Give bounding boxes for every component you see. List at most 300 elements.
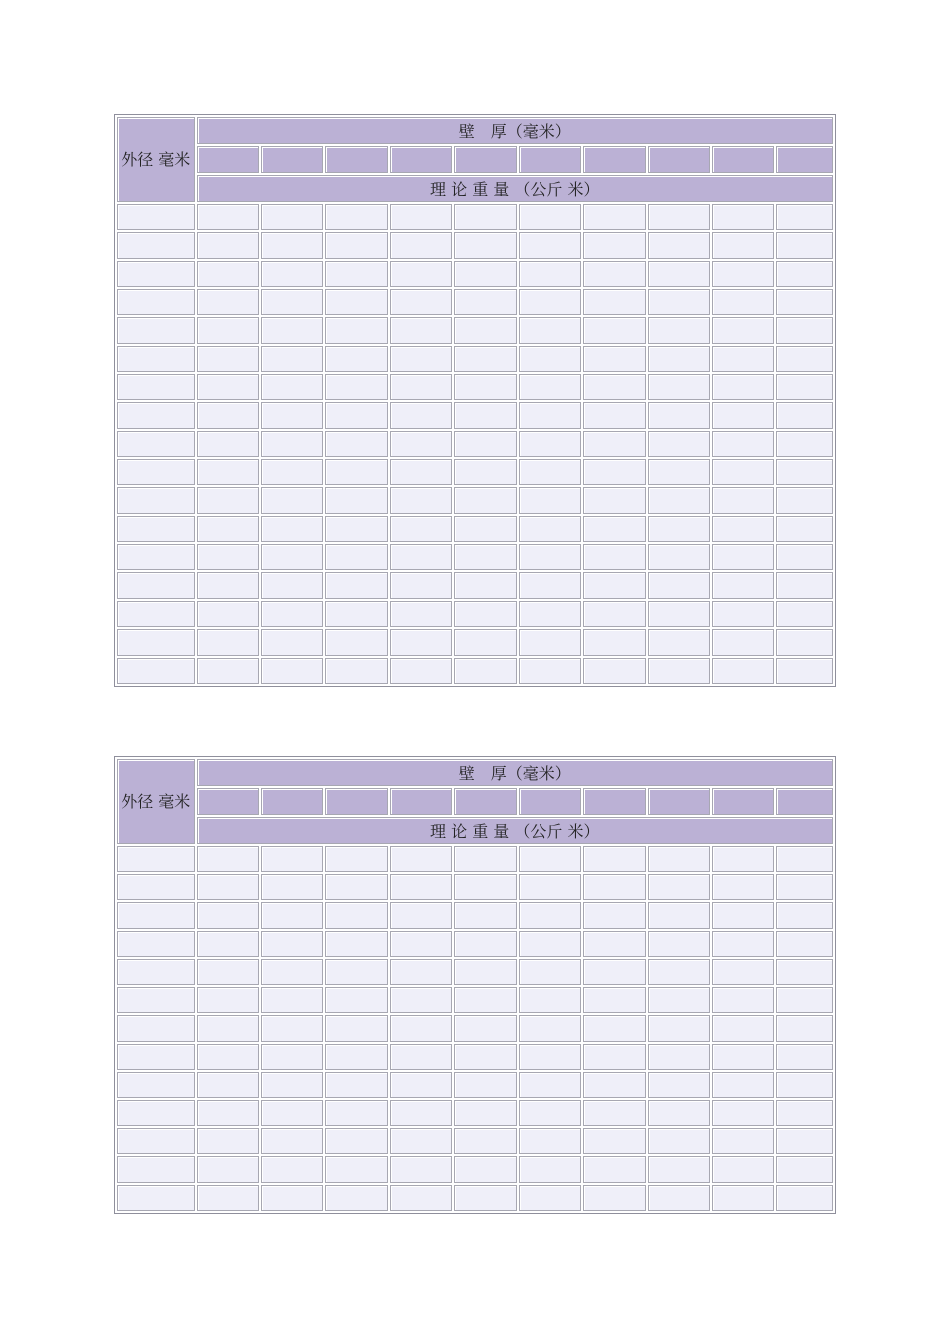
weight-cell — [712, 402, 774, 428]
weight-cell — [519, 204, 581, 230]
weight-cell — [648, 987, 710, 1013]
weight-cell — [390, 1185, 452, 1211]
outer-diameter-cell — [117, 931, 195, 957]
weight-cell — [390, 261, 452, 287]
weight-cell — [776, 487, 833, 513]
weight-cell — [583, 1185, 645, 1211]
weight-cell — [776, 374, 833, 400]
weight-cell — [197, 658, 259, 685]
weight-cell — [648, 931, 710, 957]
weight-cell — [197, 959, 259, 985]
weight-cell — [776, 544, 833, 570]
weight-cell — [776, 459, 833, 485]
weight-cell — [583, 987, 645, 1013]
weight-cell — [776, 629, 833, 655]
weight-cell — [390, 1072, 452, 1098]
weight-cell — [261, 346, 323, 372]
weight-cell — [519, 346, 581, 372]
weight-cell — [197, 544, 259, 570]
weight-cell — [519, 544, 581, 570]
weight-cell — [454, 987, 516, 1013]
weight-cell — [519, 1100, 581, 1126]
weight-cell — [325, 516, 387, 542]
weight-cell — [776, 261, 833, 287]
table-row — [117, 289, 833, 315]
weight-cell — [712, 459, 774, 485]
weight-cell — [261, 459, 323, 485]
weight-cell — [776, 902, 833, 928]
weight-cell — [325, 544, 387, 570]
wall-thickness-value-cell — [261, 146, 323, 173]
weight-cell — [712, 846, 774, 872]
weight-cell — [325, 931, 387, 957]
wall-thickness-value-cell — [648, 788, 710, 815]
weight-cell — [325, 487, 387, 513]
weight-cell — [454, 1015, 516, 1041]
wall-thickness-value-cell — [325, 788, 387, 815]
weight-cell — [519, 987, 581, 1013]
weight-cell — [519, 1015, 581, 1041]
weight-cell — [712, 516, 774, 542]
weight-cell — [583, 374, 645, 400]
weight-cell — [648, 544, 710, 570]
table-row — [117, 1044, 833, 1070]
weight-cell — [648, 601, 710, 627]
weight-cell — [454, 1185, 516, 1211]
weight-cell — [583, 544, 645, 570]
weight-cell — [648, 516, 710, 542]
weight-cell — [325, 902, 387, 928]
weight-cell — [325, 317, 387, 343]
weight-cell — [325, 402, 387, 428]
weight-cell — [776, 516, 833, 542]
weight-cell — [776, 1072, 833, 1098]
weight-cell — [325, 959, 387, 985]
weight-cell — [390, 1044, 452, 1070]
weight-cell — [583, 261, 645, 287]
table-row — [117, 601, 833, 627]
weight-cell — [197, 931, 259, 957]
weight-cell — [325, 658, 387, 685]
wall-thickness-value-cell — [519, 146, 581, 173]
weight-cell — [325, 629, 387, 655]
outer-diameter-cell — [117, 1156, 195, 1182]
weight-cell — [197, 317, 259, 343]
weight-cell — [197, 346, 259, 372]
weight-cell — [776, 317, 833, 343]
weight-cell — [583, 204, 645, 230]
weight-cell — [261, 1044, 323, 1070]
outer-diameter-cell — [117, 374, 195, 400]
weight-cell — [776, 1128, 833, 1154]
table-row — [117, 204, 833, 230]
weight-cell — [454, 629, 516, 655]
weight-cell — [583, 402, 645, 428]
weight-cell — [519, 572, 581, 598]
weight-cell — [648, 1156, 710, 1182]
weight-cell — [261, 658, 323, 685]
table-row — [117, 846, 833, 872]
weight-cell — [454, 601, 516, 627]
table-row — [117, 544, 833, 570]
weight-cell — [712, 431, 774, 457]
weight-cell — [712, 1185, 774, 1211]
weight-cell — [325, 601, 387, 627]
weight-cell — [261, 261, 323, 287]
outer-diameter-cell — [117, 232, 195, 258]
weight-cell — [712, 572, 774, 598]
outer-diameter-cell — [117, 459, 195, 485]
weight-cell — [776, 289, 833, 315]
weight-cell — [648, 902, 710, 928]
table-row — [117, 1128, 833, 1154]
weight-cell — [776, 1100, 833, 1126]
weight-cell — [648, 232, 710, 258]
wall-thickness-value-cell — [325, 146, 387, 173]
weight-cell — [197, 232, 259, 258]
outer-diameter-cell — [117, 959, 195, 985]
weight-cell — [519, 1128, 581, 1154]
weight-cell — [776, 874, 833, 900]
outer-diameter-cell — [117, 572, 195, 598]
weight-cell — [197, 1185, 259, 1211]
weight-cell — [776, 601, 833, 627]
wall-thickness-value-cell — [712, 146, 774, 173]
weight-cell — [325, 232, 387, 258]
weight-cell — [261, 487, 323, 513]
weight-cell — [261, 317, 323, 343]
weight-cell — [390, 431, 452, 457]
weight-cell — [261, 1015, 323, 1041]
weight-cell — [325, 459, 387, 485]
weight-cell — [197, 374, 259, 400]
outer-diameter-header: 外径 毫米 — [117, 117, 195, 202]
weight-cell — [648, 1015, 710, 1041]
wall-thickness-value-cell — [197, 788, 259, 815]
weight-cell — [519, 289, 581, 315]
weight-cell — [648, 1128, 710, 1154]
weight-cell — [325, 1015, 387, 1041]
weight-cell — [261, 931, 323, 957]
wall-thickness-value-cell — [390, 788, 452, 815]
weight-cell — [648, 658, 710, 685]
outer-diameter-cell — [117, 874, 195, 900]
weight-cell — [583, 1072, 645, 1098]
weight-cell — [454, 346, 516, 372]
weight-cell — [648, 317, 710, 343]
weight-cell — [454, 261, 516, 287]
weight-cell — [712, 374, 774, 400]
weight-cell — [454, 544, 516, 570]
weight-cell — [390, 846, 452, 872]
weight-cell — [583, 874, 645, 900]
weight-cell — [390, 1015, 452, 1041]
weight-cell — [390, 487, 452, 513]
wall-thickness-header: 壁 厚（毫米） — [197, 117, 833, 144]
table-row — [117, 516, 833, 542]
weight-cell — [390, 1156, 452, 1182]
weight-cell — [390, 959, 452, 985]
weight-cell — [583, 1128, 645, 1154]
weight-cell — [197, 459, 259, 485]
weight-cell — [519, 516, 581, 542]
weight-cell — [261, 1185, 323, 1211]
weight-cell — [648, 1185, 710, 1211]
weight-cell — [583, 1015, 645, 1041]
weight-cell — [648, 1072, 710, 1098]
weight-cell — [197, 1072, 259, 1098]
wall-thickness-value-cell — [776, 146, 833, 173]
weight-cell — [583, 1044, 645, 1070]
outer-diameter-cell — [117, 1072, 195, 1098]
weight-cell — [519, 232, 581, 258]
weight-cell — [519, 874, 581, 900]
weight-cell — [776, 402, 833, 428]
weight-cell — [583, 346, 645, 372]
weight-cell — [648, 459, 710, 485]
weight-cell — [712, 346, 774, 372]
weight-cell — [454, 459, 516, 485]
weight-cell — [261, 232, 323, 258]
weight-cell — [390, 232, 452, 258]
table-row — [117, 902, 833, 928]
weight-cell — [197, 402, 259, 428]
weight-cell — [197, 204, 259, 230]
outer-diameter-cell — [117, 987, 195, 1013]
weight-cell — [325, 1044, 387, 1070]
wall-thickness-value-cell — [583, 146, 645, 173]
weight-cell — [390, 931, 452, 957]
theoretical-weight-header: 理 论 重 量 （公斤 米） — [197, 817, 833, 844]
weight-cell — [325, 289, 387, 315]
weight-cell — [776, 931, 833, 957]
outer-diameter-cell — [117, 317, 195, 343]
weight-cell — [197, 601, 259, 627]
outer-diameter-cell — [117, 1128, 195, 1154]
weight-cell — [325, 846, 387, 872]
weight-cell — [776, 1185, 833, 1211]
wall-thickness-value-cell — [583, 788, 645, 815]
weight-cell — [261, 874, 323, 900]
weight-cell — [197, 289, 259, 315]
table-row — [117, 232, 833, 258]
weight-cell — [390, 1100, 452, 1126]
weight-cell — [454, 317, 516, 343]
weight-cell — [583, 459, 645, 485]
table-row — [117, 987, 833, 1013]
wall-thickness-value-cell — [454, 146, 516, 173]
weight-cell — [454, 1156, 516, 1182]
weight-cell — [390, 902, 452, 928]
weight-cell — [325, 1100, 387, 1126]
weight-cell — [325, 572, 387, 598]
outer-diameter-cell — [117, 402, 195, 428]
weight-cell — [583, 232, 645, 258]
weight-cell — [261, 902, 323, 928]
weight-cell — [712, 1100, 774, 1126]
outer-diameter-cell — [117, 1185, 195, 1211]
table-row — [117, 487, 833, 513]
weight-cell — [261, 601, 323, 627]
wall-thickness-header: 壁 厚（毫米） — [197, 759, 833, 786]
weight-cell — [583, 289, 645, 315]
weight-cell — [261, 629, 323, 655]
table-row — [117, 1100, 833, 1126]
weight-cell — [712, 487, 774, 513]
weight-cell — [712, 959, 774, 985]
outer-diameter-cell — [117, 346, 195, 372]
weight-cell — [583, 1156, 645, 1182]
weight-cell — [648, 204, 710, 230]
weight-cell — [648, 289, 710, 315]
weight-cell — [454, 902, 516, 928]
wall-thickness-value-cell — [261, 788, 323, 815]
outer-diameter-cell — [117, 261, 195, 287]
weight-cell — [261, 1128, 323, 1154]
weight-cell — [648, 874, 710, 900]
weight-cell — [583, 572, 645, 598]
weight-cell — [197, 846, 259, 872]
weight-cell — [197, 261, 259, 287]
table-row — [117, 1185, 833, 1211]
weight-cell — [712, 601, 774, 627]
weight-cell — [519, 658, 581, 685]
table-row — [117, 629, 833, 655]
weight-cell — [390, 601, 452, 627]
weight-cell — [583, 846, 645, 872]
weight-cell — [454, 516, 516, 542]
weight-cell — [390, 544, 452, 570]
weight-cell — [519, 317, 581, 343]
weight-cell — [454, 959, 516, 985]
weight-cell — [519, 261, 581, 287]
weight-cell — [519, 1156, 581, 1182]
weight-cell — [454, 402, 516, 428]
table-1-body — [117, 117, 833, 684]
weight-cell — [519, 459, 581, 485]
weight-cell — [261, 1156, 323, 1182]
weight-cell — [454, 1128, 516, 1154]
weight-cell — [712, 289, 774, 315]
weight-cell — [454, 572, 516, 598]
weight-cell — [583, 931, 645, 957]
weight-cell — [261, 374, 323, 400]
weight-cell — [648, 402, 710, 428]
weight-cell — [454, 658, 516, 685]
weight-cell — [261, 402, 323, 428]
weight-cell — [776, 572, 833, 598]
weight-cell — [712, 261, 774, 287]
steel-pipe-weight-table-2 — [114, 756, 836, 1214]
steel-pipe-weight-table-1 — [114, 114, 836, 687]
weight-cell — [325, 1128, 387, 1154]
weight-cell — [325, 1185, 387, 1211]
weight-cell — [776, 1156, 833, 1182]
weight-cell — [519, 601, 581, 627]
weight-cell — [712, 317, 774, 343]
weight-cell — [197, 874, 259, 900]
weight-cell — [197, 572, 259, 598]
table-row — [117, 317, 833, 343]
outer-diameter-cell — [117, 1044, 195, 1070]
weight-cell — [325, 1156, 387, 1182]
weight-cell — [390, 459, 452, 485]
weight-cell — [519, 902, 581, 928]
weight-cell — [261, 846, 323, 872]
weight-cell — [197, 902, 259, 928]
outer-diameter-cell — [117, 846, 195, 872]
weight-cell — [648, 487, 710, 513]
table-row — [117, 931, 833, 957]
weight-cell — [325, 261, 387, 287]
weight-cell — [583, 516, 645, 542]
weight-cell — [197, 1156, 259, 1182]
weight-cell — [648, 959, 710, 985]
weight-cell — [390, 629, 452, 655]
weight-cell — [454, 1044, 516, 1070]
weight-cell — [325, 987, 387, 1013]
weight-cell — [519, 487, 581, 513]
outer-diameter-cell — [117, 902, 195, 928]
weight-cell — [325, 1072, 387, 1098]
table-row — [117, 374, 833, 400]
weight-cell — [712, 931, 774, 957]
weight-cell — [390, 516, 452, 542]
weight-cell — [325, 204, 387, 230]
weight-cell — [454, 374, 516, 400]
weight-cell — [390, 1128, 452, 1154]
weight-cell — [519, 1185, 581, 1211]
weight-cell — [583, 959, 645, 985]
weight-cell — [583, 1100, 645, 1126]
table-row — [117, 459, 833, 485]
weight-cell — [454, 431, 516, 457]
weight-cell — [390, 874, 452, 900]
table-row — [117, 1156, 833, 1182]
weight-cell — [261, 431, 323, 457]
weight-cell — [390, 572, 452, 598]
weight-cell — [648, 374, 710, 400]
weight-cell — [776, 204, 833, 230]
weight-cell — [776, 658, 833, 685]
weight-cell — [261, 1072, 323, 1098]
weight-cell — [712, 204, 774, 230]
weight-cell — [712, 987, 774, 1013]
weight-cell — [454, 846, 516, 872]
weight-cell — [583, 431, 645, 457]
wall-thickness-value-cell — [712, 788, 774, 815]
wall-thickness-value-cell — [197, 146, 259, 173]
weight-cell — [712, 1128, 774, 1154]
weight-cell — [648, 431, 710, 457]
weight-cell — [776, 1015, 833, 1041]
table-row — [117, 1072, 833, 1098]
table-row — [117, 572, 833, 598]
weight-cell — [454, 204, 516, 230]
weight-cell — [261, 1100, 323, 1126]
weight-cell — [261, 516, 323, 542]
weight-cell — [776, 346, 833, 372]
weight-cell — [390, 987, 452, 1013]
outer-diameter-cell — [117, 1100, 195, 1126]
weight-cell — [261, 987, 323, 1013]
weight-cell — [261, 544, 323, 570]
outer-diameter-cell — [117, 431, 195, 457]
outer-diameter-cell — [117, 544, 195, 570]
weight-cell — [583, 487, 645, 513]
weight-cell — [454, 1072, 516, 1098]
weight-cell — [197, 1128, 259, 1154]
